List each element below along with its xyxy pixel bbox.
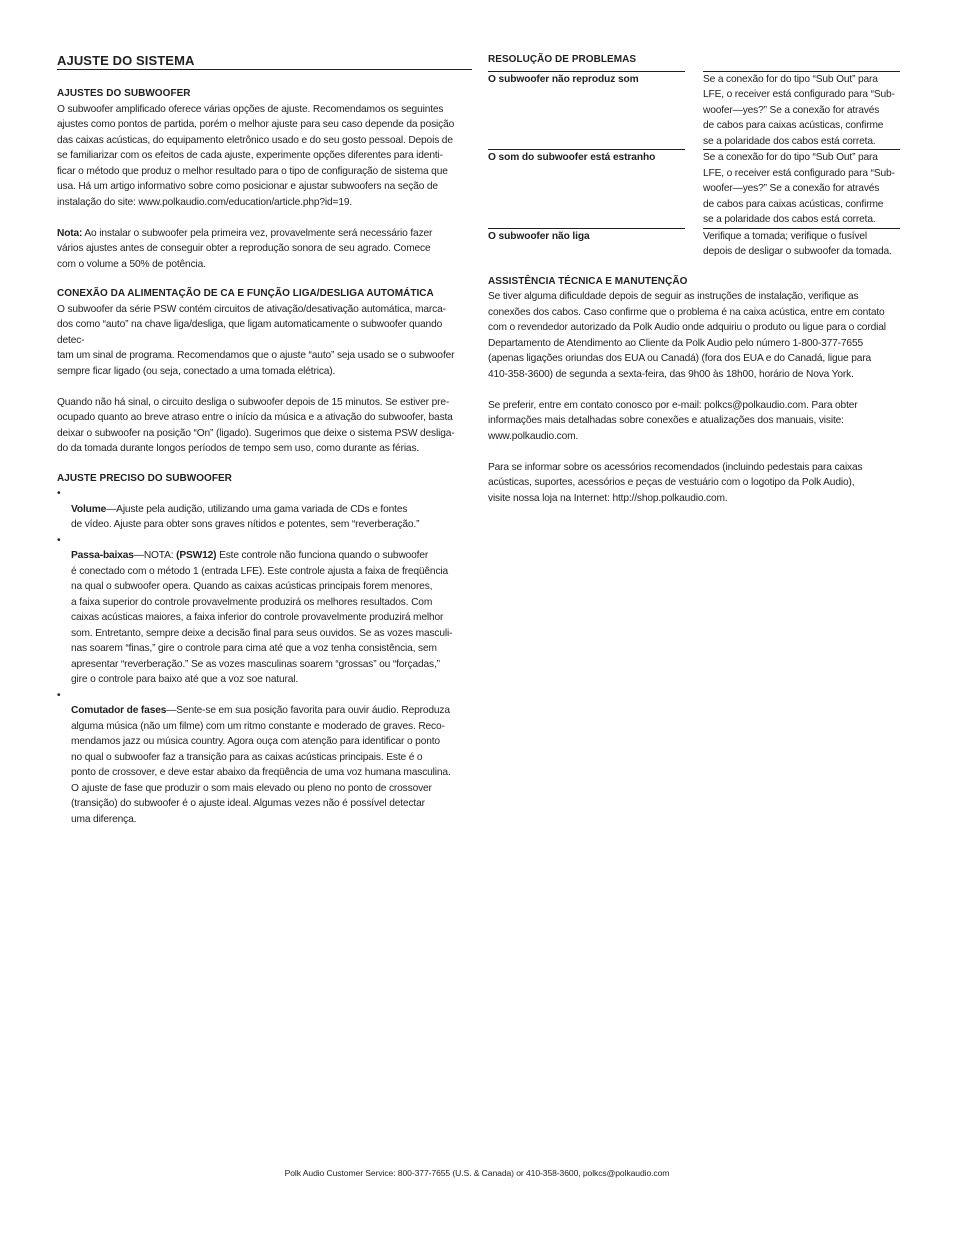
bullet-icon: •	[57, 689, 61, 701]
table-row	[488, 228, 900, 260]
passa-model: (PSW12)	[176, 550, 217, 561]
page-footer: Polk Audio Customer Service: 800-377-7655 (U.S. & Canada) or 410-358-3600, polkcs@polkaudio.com	[284, 1168, 670, 1178]
table-row	[488, 71, 900, 150]
note-text: Ao instalar o subwoofer pela primeira vez, provavelmente será necessário fazer vários ajustes antes de conseguir obter a reprodução sonora de seu agrado. Comece com o volume a 50% de potência.	[57, 227, 433, 270]
left-column	[57, 52, 472, 827]
bullet-icon: •	[57, 488, 61, 499]
note-label: Nota:	[57, 227, 83, 239]
ajustes-body: O subwoofer amplificado oferece várias opções de ajuste. Recomendamos os seguintes ajustes como pontos de partida, porém o melhor ajuste para seu caso depende da posição das caixas acústicas, do equipamento eletrônico usado e do seu gosto pessoal. Depois de se familiarizar com os efeitos de cada ajuste, experimente opções diferentes para identi- ficar o método que produz o melhor resultado para o tipo de configuração de sistema que usa. Há um artigo informativo sobre como posicionar e ajustar subwoofers na seção de instalação do site: www.polkaudio.com/education/article.php?id=19.	[57, 103, 455, 208]
bullet-icon: •	[57, 534, 61, 546]
conexao-body-1: O subwoofer da série PSW contém circuitos de ativação/desativação automática, marca- dos como “auto” na chave liga/desliga, que ligam automaticamente o subwoofer quando detec- tam um sinal de programa. Recomendamos que o ajuste “auto” seja usado se o subwoofer sempre ficar ligado (ou seja, conectado a uma tomada elétrica).	[57, 303, 455, 377]
section-heading-ajustes: AJUSTES DO SUBWOOFER	[57, 88, 191, 99]
section-heading-conexao: CONEXÃO DA ALIMENTAÇÃO DE CA E FUNÇÃO LIGA/DESLIGA AUTOMÁTICA	[57, 288, 434, 299]
page-title: AJUSTE DO SISTEMA	[57, 52, 472, 70]
note-paragraph	[57, 226, 472, 273]
list-item-volume	[57, 486, 472, 533]
volume-label: Volume	[71, 503, 107, 515]
solution-cell: Se a conexão for do tipo “Sub Out” para LFE, o receiver está configurado para “Sub- woofer—yes?” Se a conexão for através de cabos para caixas acústicas, confirme se a polaridade dos cabos está correta.	[703, 149, 900, 228]
right-column	[488, 52, 902, 506]
table-row	[488, 149, 900, 228]
conexao-body-2: Quando não há sinal, o circuito desliga o subwoofer depois de 15 minutos. Se estiver pre- ocupado quanto ao breve atraso entre o início da música e a ativação do subwoofer, basta deixar o subwoofer na posição “On” (ligado). Sugerimos que deixe o sistema PSW desliga- do da tomada durante longos períodos de tempo sem uso, como durante as férias.	[57, 396, 455, 454]
service-body-1: Se tiver alguma dificuldade depois de seguir as instruções de instalação, verifique as conexões dos cabos. Caso confirme que o problema é na caixa acústica, entre em contato com o revendedor autorizado da Polk Audio onde adquiriu o produto ou ligue para o cordial Departamento de Atendimento ao Cliente da Polk Audio pelo número 1-800-377-7655 (apenas ligações oriundas dos EUA ou Canadá) (fora dos EUA e do Canadá, ligue para 410-358-3600) de segunda a sexta-feira, das 9h00 às 18h00, horário de Nova York.	[488, 291, 886, 380]
adjustment-list	[57, 486, 472, 827]
list-item-passa-baixas	[57, 533, 472, 688]
problem-cell: O subwoofer não liga	[488, 228, 685, 260]
list-item-fase	[57, 688, 472, 828]
solution-cell: Verifique a tomada; verifique o fusível depois de desligar o subwoofer da tomada.	[703, 228, 900, 260]
service-body-2: Se preferir, entre em contato conosco por e-mail: polkcs@polkaudio.com. Para obter informações mais detalhadas sobre conexões e atualizações dos manuais, visite: www.polkaudio.com.	[488, 399, 858, 442]
section-heading-preciso: AJUSTE PRECISO DO SUBWOOFER	[57, 472, 232, 484]
problem-cell: O som do subwoofer está estranho	[488, 149, 685, 228]
fase-text: —Sente-se em sua posição favorita para ouvir áudio. Reproduza alguma música (não um filme) com um ritmo constante e moderado de graves. Reco- mendamos jazz ou música country. Agora ouça com atenção para identificar o ponto no qual o subwoofer faz a transição para as caixas acústicas principais. Este é o ponto de crossover, e deve estar abaixo da freqüência de uma voz humana masculina. O ajuste de fase que produzir o som mais elevado ou pleno no ponto de crossover (transição) do subwoofer é o ajuste ideal. Algumas vezes não é possível detectar uma diferença.	[71, 705, 451, 825]
fase-label: Comutador de fases	[71, 705, 167, 716]
troubleshooting-table	[488, 71, 900, 260]
passa-text: Este controle não funciona quando o subwoofer é conectado com o método 1 (entrada LFE). Este controle ajusta a faixa de freqüência na qual o subwoofer opera. Quando as caixas acústicas principais forem menores, a faixa superior do controle provavelmente produzirá os melhores resultados. Com caixas acústicas maiores, a faixa inferior do controle provavelmente produzirá melhor som. Entretanto, sempre deixe a decisão final para seus ouvidos. Se as vozes masculi- nas soarem “finas,” gire o controle para cima até que a voz tenha consistência, sem apresentar “reverberação.” Se as vozes masculinas soarem “grossas” ou “forçadas,” gire o controle para baixo até que a voz soe natural.	[71, 550, 453, 685]
passa-note: —NOTA:	[133, 550, 177, 561]
solution-cell: Se a conexão for do tipo “Sub Out” para LFE, o receiver está configurado para “Sub- woofer—yes?” Se a conexão for através de cabos para caixas acústicas, confirme se a polaridade dos cabos está correta.	[703, 71, 900, 150]
section-heading-troubleshooting: RESOLUÇÃO DE PROBLEMAS	[488, 54, 637, 65]
section-heading-service: ASSISTÊNCIA TÉCNICA E MANUTENÇÃO	[488, 275, 688, 287]
volume-text: —Ajuste pela audição, utilizando uma gama variada de CDs e fontes de vídeo. Ajuste para obter sons graves nítidos e potentes, sem “reverberação.”	[71, 503, 420, 530]
passa-label: Passa-baixas	[71, 550, 134, 561]
problem-cell: O subwoofer não reproduz som	[488, 71, 685, 150]
service-body-3: Para se informar sobre os acessórios recomendados (incluindo pedestais para caixas acústicas, suportes, acessórios e peças de vestuário com o logotipo da Polk Audio), visite nossa loja na Internet: http://shop.polkaudio.com.	[488, 461, 863, 504]
